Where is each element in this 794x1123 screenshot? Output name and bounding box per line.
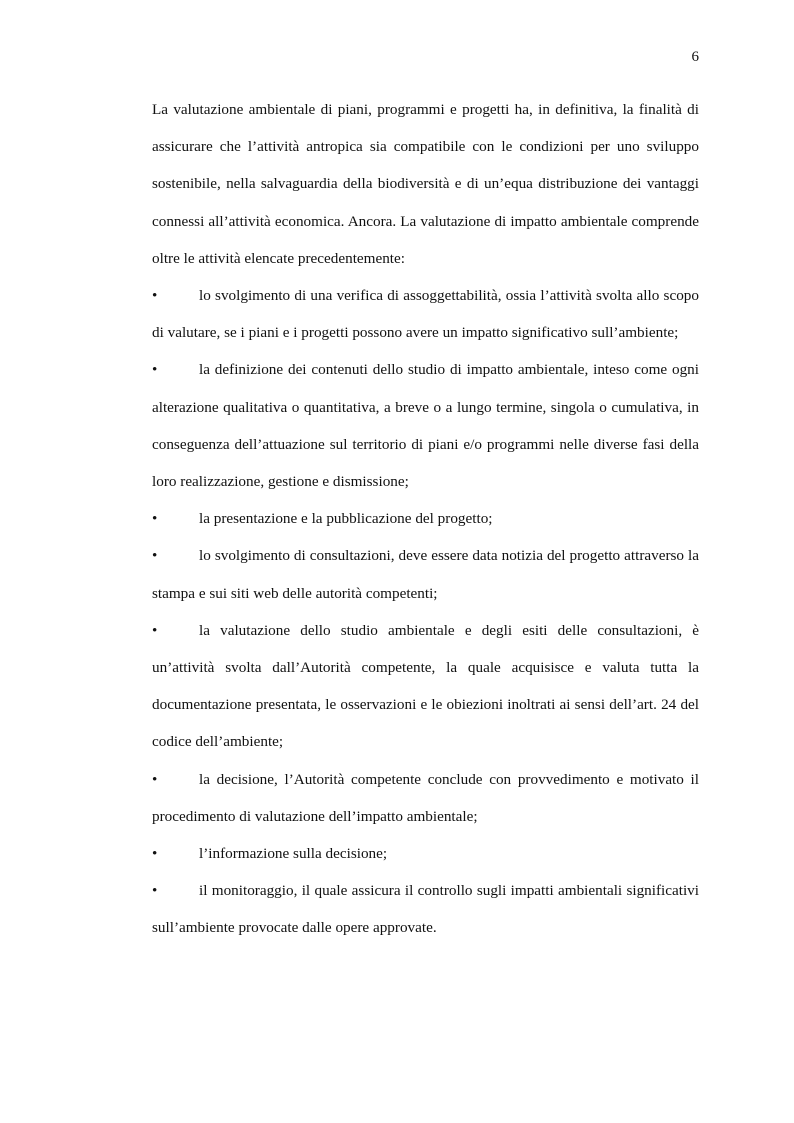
list-item: [152, 537, 699, 611]
bullet-icon: •: [152, 547, 158, 565]
list-item-text: lo svolgimento di consultazioni, deve essere data notizia del progetto attraverso la stampa e sui siti web delle autorità competenti;: [152, 547, 699, 602]
list-item: [152, 835, 699, 872]
list-item-text: l’informazione sulla decisione;: [199, 845, 388, 863]
bullet-icon: •: [152, 361, 158, 379]
page-number: 6: [691, 49, 699, 65]
list-item: [152, 612, 699, 761]
bullet-icon: •: [152, 845, 158, 863]
list-item-text: la decisione, l’Autorità competente conclude con provvedimento e motivato il procedimento di valutazione dell’impatto ambientale;: [152, 770, 699, 825]
bullet-icon: •: [152, 882, 158, 900]
list-item: [152, 351, 699, 500]
document-body: [152, 91, 699, 947]
list-item-text: il monitoraggio, il quale assicura il controllo sugli impatti ambientali significativi sull’ambiente provocate dalle opere approvate.: [152, 882, 699, 937]
bullet-icon: •: [152, 621, 158, 639]
list-item-text: la presentazione e la pubblicazione del progetto;: [199, 510, 493, 528]
intro-paragraph: La valutazione ambientale di piani, programmi e progetti ha, in definitiva, la finalità di assicurare che l’attività antropica sia compatibile con le condizioni per uno sviluppo sostenibile, nella salvaguardia della biodiversità e di un’equa distribuzione dei vantaggi connessi all’attività economica. Ancora. La valutazione di impatto ambientale comprende oltre le attività elencate precedentemente:: [152, 101, 699, 267]
bullet-icon: •: [152, 510, 158, 528]
list-item-text: la definizione dei contenuti dello studio di impatto ambientale, inteso come ogni alterazione qualitativa o quantitativa, a breve o a lungo termine, singola o cumulativa, in conseguenza dell’attuazione sul territorio di piani e/o programmi nelle diverse fasi della loro realizzazione, gestione e dismissione;: [152, 361, 699, 491]
list-item: [152, 761, 699, 835]
list-item: [152, 277, 699, 351]
bullet-icon: •: [152, 287, 158, 305]
list-item-text: la valutazione dello studio ambientale e degli esiti delle consultazioni, è un’attività svolta dall’Autorità competente, la quale acquisisce e valuta tutta la documentazione presentata, le osservazioni e le obiezioni inoltrati ai sensi dell’art. 24 del codice dell’ambiente;: [152, 621, 699, 751]
list-item: [152, 872, 699, 946]
list-item-text: lo svolgimento di una verifica di assoggettabilità, ossia l’attività svolta allo scopo di valutare, se i piani e i progetti possono avere un impatto significativo sull’ambiente;: [152, 287, 699, 342]
list-item: [152, 500, 699, 537]
bullet-icon: •: [152, 770, 158, 788]
